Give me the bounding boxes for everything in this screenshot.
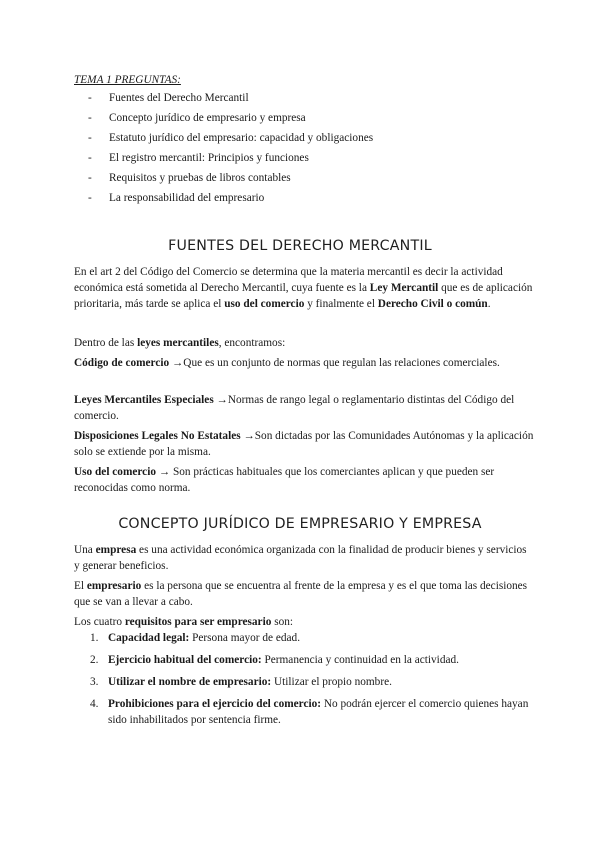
arrow-icon: → xyxy=(213,394,228,406)
bold-term: Código de comercio xyxy=(74,357,170,369)
paragraph-text: , encontramos: xyxy=(218,337,286,349)
bullet-dash: - xyxy=(88,192,92,204)
paragraph-empresa xyxy=(74,542,534,574)
list-item xyxy=(88,88,373,108)
definition-codigo-comercio xyxy=(74,355,534,371)
bold-term: Capacidad legal: xyxy=(108,632,190,644)
list-number: 4. xyxy=(90,698,99,710)
list-item xyxy=(88,168,373,188)
paragraph-text: y finalmente el xyxy=(304,298,378,310)
list-item xyxy=(74,652,544,668)
list-item-text: Estatuto jurídico del empresario: capacidad y obligaciones xyxy=(109,132,374,144)
questions-list xyxy=(88,88,373,208)
list-item xyxy=(88,188,373,208)
bold-term: empresa xyxy=(95,544,137,556)
section-heading-fuentes: FUENTES DEL DERECHO MERCANTIL xyxy=(168,238,432,254)
list-number: 1. xyxy=(90,632,99,644)
list-item xyxy=(88,148,373,168)
list-item-text: No podrán ejercer el comercio quienes hayan sido inhabilitados por sentencia firme. xyxy=(108,698,529,726)
bold-term: requisitos para ser empresario xyxy=(124,616,272,628)
bullet-dash: - xyxy=(88,172,92,184)
definition-uso-comercio xyxy=(74,464,534,496)
list-item xyxy=(88,128,373,148)
definition-text: Normas de rango legal o reglamentario distintas del Código del comercio. xyxy=(74,394,515,422)
section-heading-concepto: CONCEPTO JURÍDICO DE EMPRESARIO Y EMPRESA xyxy=(118,516,482,532)
paragraph-text: es una actividad económica organizada con la finalidad de producir bienes y servicios y generar beneficios. xyxy=(74,544,527,572)
paragraph-text: es la persona que se encuentra al frente de la empresa y es el que toma las decisiones que se van a llevar a cabo. xyxy=(74,580,528,608)
bold-term: Derecho Civil o común xyxy=(377,298,488,310)
paragraph-empresario xyxy=(74,578,534,610)
questions-title: TEMA 1 PREGUNTAS: xyxy=(74,74,181,86)
paragraph-requisitos xyxy=(74,614,534,630)
arrow-icon: → xyxy=(169,357,184,369)
list-item-text: Concepto jurídico de empresario y empresa xyxy=(109,112,306,124)
bold-term: Disposiciones Legales No Estatales xyxy=(74,430,241,442)
list-item-text: Persona mayor de edad. xyxy=(189,632,301,644)
list-item-text: Utilizar el propio nombre. xyxy=(271,676,392,688)
bullet-dash: - xyxy=(88,152,92,164)
list-item xyxy=(74,674,544,690)
bold-term: empresario xyxy=(86,580,142,592)
paragraph-intro xyxy=(74,264,534,312)
bold-term: Uso del comercio xyxy=(74,466,156,478)
bold-term: leyes mercantiles xyxy=(137,337,219,349)
bold-term: Utilizar el nombre de empresario: xyxy=(108,676,272,688)
bullet-dash: - xyxy=(88,92,92,104)
definition-leyes-especiales xyxy=(74,392,534,424)
paragraph-text: Los cuatro xyxy=(74,616,125,628)
bullet-dash: - xyxy=(88,132,92,144)
paragraph-text: Una xyxy=(74,544,96,556)
bold-term: Prohibiciones para el ejercicio del comercio: xyxy=(108,698,322,710)
list-number: 3. xyxy=(90,676,99,688)
definition-text: Son dictadas por las Comunidades Autónomas y la aplicación solo se extiende por la misma. xyxy=(74,430,534,458)
bold-term: uso del comercio xyxy=(224,298,305,310)
list-item-text: El registro mercantil: Principios y funciones xyxy=(109,152,309,164)
bold-term: Ley Mercantil xyxy=(369,282,439,294)
paragraph-text: son: xyxy=(271,616,294,628)
requirements-list xyxy=(74,630,544,734)
list-item-text: La responsabilidad del empresario xyxy=(109,192,265,204)
list-item-text: Permanencia y continuidad en la actividad. xyxy=(261,654,459,666)
list-item xyxy=(74,630,544,646)
paragraph-text: Dentro de las xyxy=(74,337,138,349)
bold-term: Leyes Mercantiles Especiales xyxy=(74,394,214,406)
list-item xyxy=(88,108,373,128)
list-number: 2. xyxy=(90,654,99,666)
bullet-dash: - xyxy=(88,112,92,124)
list-item-text: Fuentes del Derecho Mercantil xyxy=(109,92,249,104)
arrow-icon: → xyxy=(240,430,255,442)
paragraph-text: En el art 2 del Código del Comercio se determina que la materia mercantil es decir la actividad económica está sometida al Derecho Mercantil, cuya fuente es la xyxy=(74,266,503,294)
paragraph-text: El xyxy=(74,580,87,592)
definition-text: Son prácticas habituales que los comerciantes aplican y que pueden ser reconocidas como norma. xyxy=(74,466,495,494)
paragraph-laws-intro xyxy=(74,335,534,351)
list-item-text: Requisitos y pruebas de libros contables xyxy=(109,172,291,184)
bold-term: Ejercicio habitual del comercio: xyxy=(108,654,262,666)
list-item xyxy=(74,696,544,728)
definition-text: Que es un conjunto de normas que regulan las relaciones comerciales. xyxy=(183,357,500,369)
definition-disposiciones xyxy=(74,428,534,460)
paragraph-text: que es de aplicación prioritaria, más tarde se aplica el xyxy=(74,282,533,310)
paragraph-text: . xyxy=(487,298,491,310)
arrow-icon: → xyxy=(156,466,173,478)
